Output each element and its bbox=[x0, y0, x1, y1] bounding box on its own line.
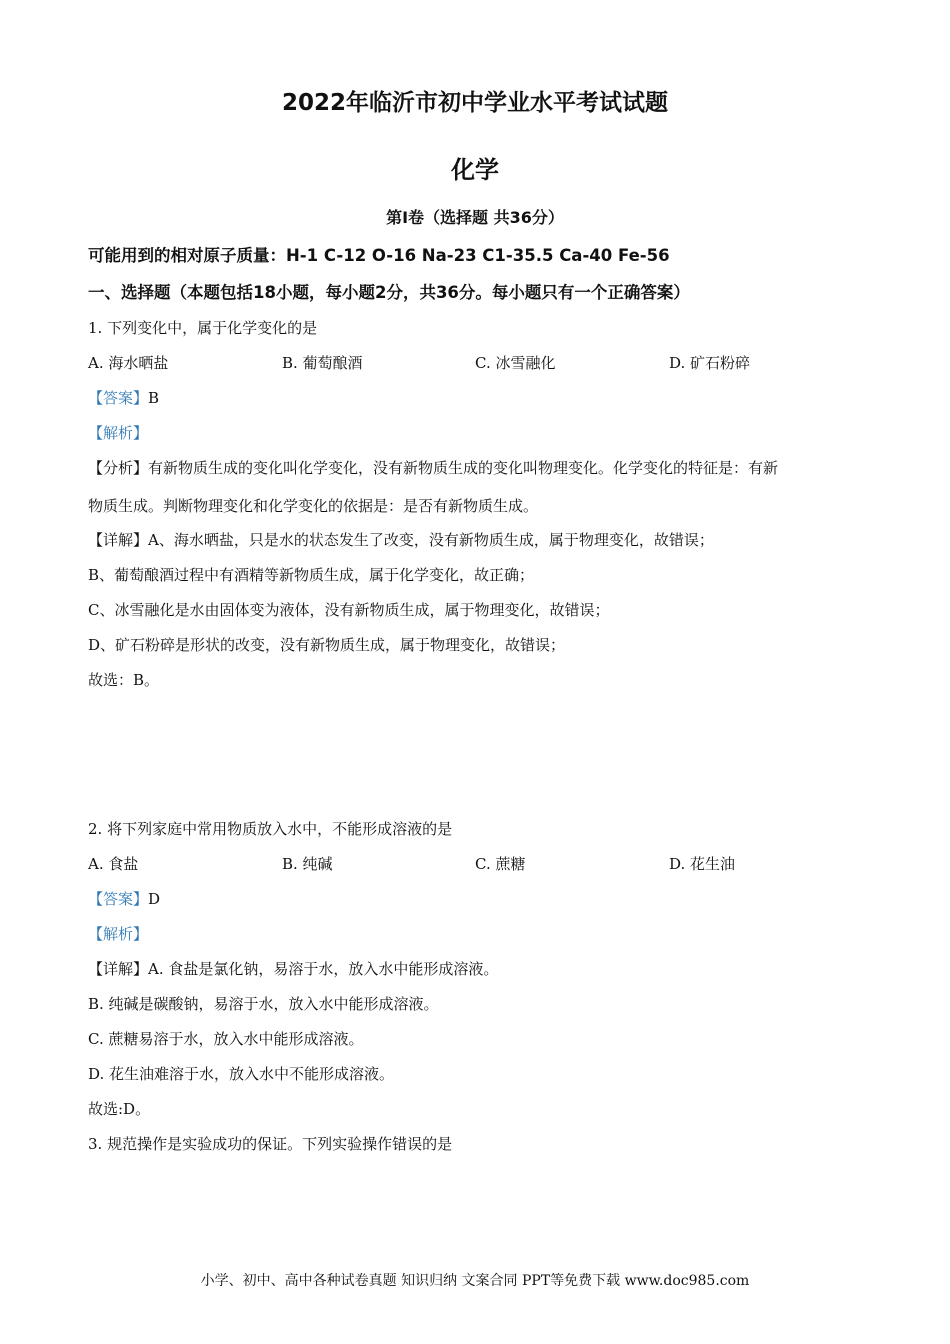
q1-fenxi-line1: 【分析】有新物质生成的变化叫化学变化，没有新物质生成的变化叫物理变化。化学变化的特征是：有新 bbox=[88, 459, 779, 477]
q1-option-d: D. 矿石粉碎 bbox=[669, 354, 751, 372]
q1-conclusion: 故选：B。 bbox=[88, 671, 160, 689]
q1-stem: 1. 下列变化中，属于化学变化的是 bbox=[88, 319, 318, 337]
q2-answer bbox=[88, 888, 160, 909]
answer-tag: 【答案】 bbox=[88, 389, 149, 407]
detail-tag: 【详解】 bbox=[88, 960, 149, 978]
q1-answer bbox=[88, 387, 159, 408]
section-heading: 一、选择题（本题包括18小题，每小题2分，共36分。每小题只有一个正确答案） bbox=[88, 283, 690, 302]
page-footer: 小学、初中、高中各种试卷真题 知识归纳 文案合同 PPT等免费下载 www.doc985.com bbox=[200, 1273, 750, 1289]
answer-value: D bbox=[148, 890, 161, 908]
subject-title: 化学 bbox=[451, 156, 499, 184]
q2-option-b: B. 纯碱 bbox=[282, 855, 333, 873]
q1-fenxi-line2: 物质生成。判断物理变化和化学变化的依据是：是否有新物质生成。 bbox=[88, 497, 539, 515]
q1-analysis-tag: 【解析】 bbox=[88, 424, 149, 442]
q1-detail-line2: B、葡萄酿酒过程中有酒精等新物质生成，属于化学变化，故正确； bbox=[88, 566, 535, 584]
q2-detail-line3: C. 蔗糖易溶于水，放入水中能形成溶液。 bbox=[88, 1030, 364, 1048]
detail-tag: 【详解】 bbox=[88, 531, 149, 549]
fenxi-tag: 【分析】 bbox=[88, 459, 149, 477]
volume-heading: 第I卷（选择题 共36分） bbox=[386, 208, 564, 227]
q1-detail-line1: 【详解】A、海水晒盐，只是水的状态发生了改变，没有新物质生成，属于物理变化，故错误； bbox=[88, 531, 714, 549]
q2-option-c: C. 蔗糖 bbox=[475, 855, 526, 873]
q1-option-b: B. 葡萄酿酒 bbox=[282, 354, 363, 372]
q1-option-c: C. 冰雪融化 bbox=[475, 354, 556, 372]
q2-option-a: A. 食盐 bbox=[88, 855, 139, 873]
q3-stem: 3. 规范操作是实验成功的保证。下列实验操作错误的是 bbox=[88, 1135, 453, 1153]
q1-detail-line3: C、冰雪融化是水由固体变为液体，没有新物质生成，属于物理变化，故错误； bbox=[88, 601, 610, 619]
q2-option-d: D. 花生油 bbox=[669, 855, 736, 873]
q2-detail-line4: D. 花生油难溶于水，放入水中不能形成溶液。 bbox=[88, 1065, 395, 1083]
q2-detail-line1: 【详解】A. 食盐是氯化钠，易溶于水，放入水中能形成溶液。 bbox=[88, 960, 499, 978]
q1-option-a: A. 海水晒盐 bbox=[88, 354, 169, 372]
q2-detail-line2: B. 纯碱是碳酸钠，易溶于水，放入水中能形成溶液。 bbox=[88, 995, 439, 1013]
answer-value: B bbox=[148, 389, 160, 407]
q2-analysis-tag: 【解析】 bbox=[88, 925, 149, 943]
q2-stem: 2. 将下列家庭中常用物质放入水中，不能形成溶液的是 bbox=[88, 820, 453, 838]
exam-title: 2022年临沂市初中学业水平考试试题 bbox=[281, 90, 668, 116]
answer-tag: 【答案】 bbox=[88, 890, 149, 908]
q2-conclusion: 故选:D。 bbox=[88, 1100, 151, 1118]
q1-detail-line4: D、矿石粉碎是形状的改变，没有新物质生成，属于物理变化，故错误； bbox=[88, 636, 566, 654]
atomic-masses: 可能用到的相对原子质量：H-1 C-12 O-16 Na-23 C1-35.5 Ca-40 Fe-56 bbox=[88, 246, 670, 265]
